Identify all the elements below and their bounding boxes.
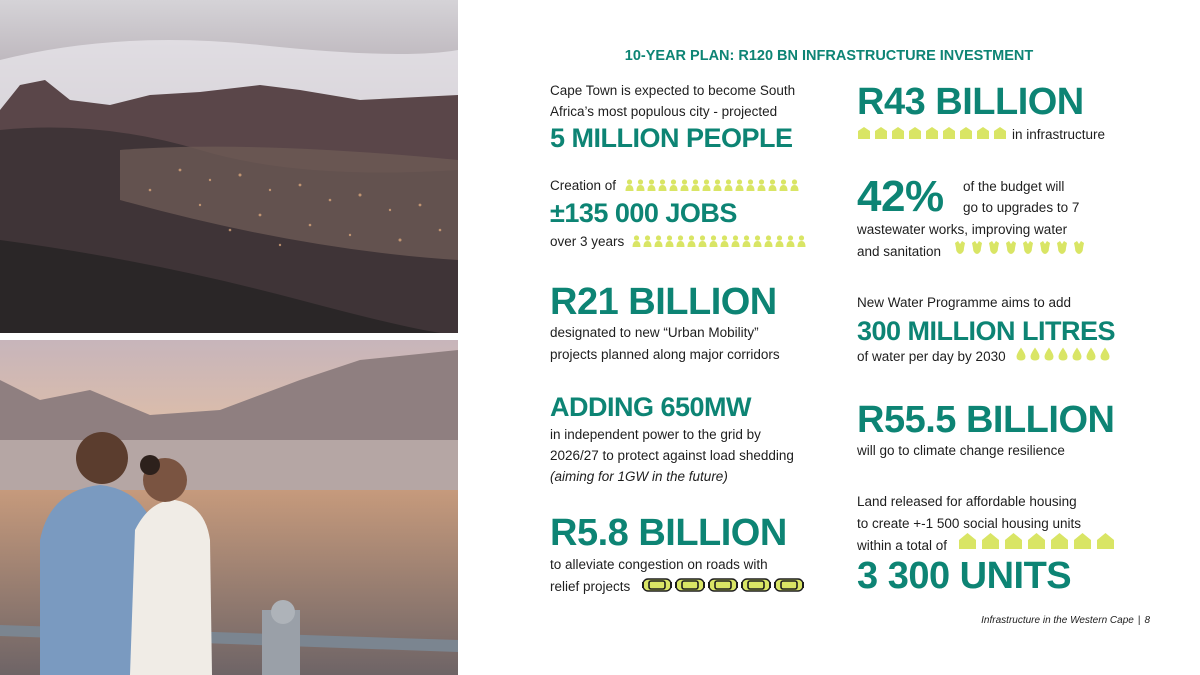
building-icon (908, 126, 922, 139)
person-icon (786, 235, 795, 247)
tap-icon (1055, 240, 1069, 255)
person-icon (720, 235, 729, 247)
wastewater-headline: 42% (857, 172, 944, 221)
climate-headline: R55.5 BILLION (857, 399, 1115, 441)
droplet-icon (1072, 347, 1082, 361)
tap-icon (987, 240, 1001, 255)
housing-text-line1: Land released for affordable housing (857, 494, 1077, 509)
wastewater-text-line4: and sanitation (857, 244, 942, 259)
jobs-icons-row-top (625, 179, 799, 191)
person-icon (735, 179, 744, 191)
mobility-headline: R21 BILLION (550, 281, 777, 323)
climate-caption: will go to climate change resilience (857, 443, 1065, 458)
jobs-icons-row-bottom (632, 235, 806, 247)
water-text-line1: New Water Programme aims to add (857, 295, 1072, 310)
population-text-line2: Africa’s most populous city - projected (550, 104, 778, 119)
building-icon (976, 126, 990, 139)
person-icon (625, 179, 634, 191)
house-icon (1096, 532, 1115, 550)
tap-icon (1021, 240, 1035, 255)
page-number: 8 (1144, 615, 1150, 626)
power-text-line3: (aiming for 1GW in the future) (550, 469, 728, 484)
page-footer (981, 615, 1150, 626)
person-icon (647, 179, 656, 191)
person-icon (687, 235, 696, 247)
car-icon (708, 576, 738, 594)
droplet-icons-row (1016, 347, 1110, 361)
population-headline: 5 MILLION PEOPLE (550, 123, 793, 153)
person-icon (757, 179, 766, 191)
person-icon (654, 235, 663, 247)
building-icon (925, 126, 939, 139)
building-icon (942, 126, 956, 139)
house-icons-row (958, 532, 1115, 550)
droplet-icon (1058, 347, 1068, 361)
person-icon (669, 179, 678, 191)
house-icon (1073, 532, 1092, 550)
person-icon (632, 235, 641, 247)
person-icon (768, 179, 777, 191)
house-icon (1004, 532, 1023, 550)
person-icon (742, 235, 751, 247)
person-icon (698, 235, 707, 247)
person-icon (790, 179, 799, 191)
person-icon (676, 235, 685, 247)
jobs-pre-text: Creation of (550, 178, 617, 193)
building-icon (874, 126, 888, 139)
person-icon (731, 235, 740, 247)
droplet-icon (1086, 347, 1096, 361)
car-icon (741, 576, 771, 594)
person-icon (709, 235, 718, 247)
wastewater-text-line1: of the budget will (963, 179, 1065, 194)
power-text-line1: in independent power to the grid by (550, 427, 761, 442)
footer-separator: | (1137, 615, 1141, 626)
waterfront-illustration (0, 340, 458, 675)
water-text-line2: of water per day by 2030 (857, 349, 1006, 364)
housing-headline: 3 300 UNITS (857, 555, 1072, 597)
car-icons-row (642, 576, 804, 594)
infrastructure-caption: in infrastructure (1012, 127, 1106, 142)
power-headline: ADDING 650MW (550, 392, 752, 422)
photo-waterfront-couple (0, 340, 458, 675)
person-icon (764, 235, 773, 247)
infrastructure-headline: R43 BILLION (857, 81, 1084, 123)
roads-text-line2: relief projects (550, 579, 631, 594)
housing-text-line2: to create +-1 500 social housing units (857, 516, 1082, 531)
house-icon (1027, 532, 1046, 550)
person-icon (753, 235, 762, 247)
building-icon (959, 126, 973, 139)
tap-icon (1004, 240, 1018, 255)
car-icon (675, 576, 705, 594)
house-icon (958, 532, 977, 550)
tap-icon (1072, 240, 1086, 255)
power-text-line2: 2026/27 to protect against load shedding (550, 448, 794, 463)
tap-icons-row (953, 240, 1086, 255)
tap-icon (953, 240, 967, 255)
tap-icon (1038, 240, 1052, 255)
droplet-icon (1044, 347, 1054, 361)
population-text-line1: Cape Town is expected to become South (550, 83, 796, 98)
droplet-icon (1030, 347, 1040, 361)
city-landscape-illustration (0, 0, 458, 333)
person-icon (658, 179, 667, 191)
house-icon (1050, 532, 1069, 550)
person-icon (680, 179, 689, 191)
housing-text-line3: within a total of (857, 538, 948, 553)
person-icon (636, 179, 645, 191)
person-icon (702, 179, 711, 191)
car-icon (774, 576, 804, 594)
building-icon (857, 126, 871, 139)
page-title: 10-YEAR PLAN: R120 BN INFRASTRUCTURE INVESTMENT (624, 48, 1034, 64)
person-icon (746, 179, 755, 191)
person-icon (691, 179, 700, 191)
person-icon (643, 235, 652, 247)
person-icon (724, 179, 733, 191)
droplet-icon (1016, 347, 1026, 361)
water-headline: 300 MILLION LITRES (857, 316, 1116, 346)
person-icon (797, 235, 806, 247)
car-icon (642, 576, 672, 594)
wastewater-text-line3: wastewater works, improving water (857, 222, 1068, 237)
droplet-icon (1100, 347, 1110, 361)
person-icon (779, 179, 788, 191)
building-icon (891, 126, 905, 139)
jobs-post-text: over 3 years (550, 234, 625, 249)
photo-table-mountain (0, 0, 458, 333)
wastewater-text-line2: go to upgrades to 7 (963, 200, 1080, 215)
person-icon (775, 235, 784, 247)
tap-icon (970, 240, 984, 255)
house-icon (981, 532, 1000, 550)
roads-text-line1: to alleviate congestion on roads with (550, 557, 768, 572)
mobility-text-line1: designated to new “Urban Mobility” (550, 325, 759, 340)
roads-headline: R5.8 BILLION (550, 512, 787, 554)
person-icon (665, 235, 674, 247)
footer-label: Infrastructure in the Western Cape (981, 615, 1134, 626)
jobs-headline: ±135 000 JOBS (550, 198, 737, 228)
building-icon (993, 126, 1007, 139)
building-icons-row (857, 126, 1007, 139)
mobility-text-line2: projects planned along major corridors (550, 347, 780, 362)
person-icon (713, 179, 722, 191)
